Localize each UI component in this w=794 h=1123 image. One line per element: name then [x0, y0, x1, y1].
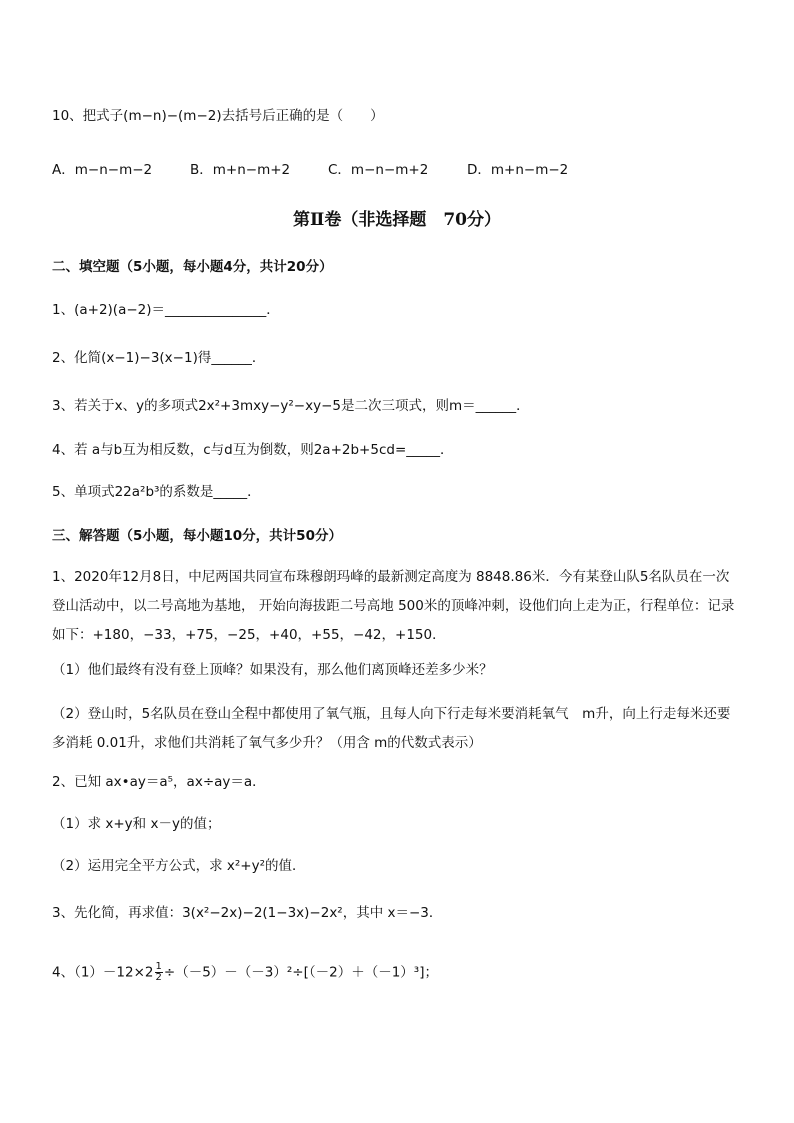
solve-q3: 3、先化简，再求值：3(x²−2x)−2(1−3x)−2x²，其中 x＝−3．	[52, 905, 443, 921]
option-a: A．m−n−m−2	[52, 162, 153, 178]
question-10-stem: 10、把式子(m−n)−(m−2)去括号后正确的是（ ）	[52, 108, 384, 124]
fill-item-1: 1、(a+2)(a−2)＝_______________．	[52, 302, 280, 318]
fill-item-4: 4、若 a与b互为相反数，c与d互为倒数，则2a+2b+5cd=_____．	[52, 442, 454, 458]
solve-q4-suffix: ÷（－5）－（－3）²÷[（－2）＋（－1）³]；	[163, 964, 438, 981]
fill-item-5: 5、单项式22a²b³的系数是_____．	[52, 484, 261, 500]
option-d: D．m+n−m−2	[467, 162, 569, 178]
solve-q2-intro: 2、已知 ax•ay＝a⁵，ax÷ay＝a．	[52, 774, 266, 790]
fraction-denominator: 2	[155, 972, 162, 983]
solve-q2-part1: （1）求 x+y和 x－y的值；	[52, 816, 221, 832]
option-c: C．m−n−m+2	[328, 162, 429, 178]
fraction-numerator: 1	[155, 961, 162, 972]
solve-q2-part2: （2）运用完全平方公式，求 x²+y²的值．	[52, 858, 306, 874]
solve-q4-prefix: 4、（1）－12×2	[52, 964, 154, 981]
fill-item-2: 2、化简(x−1)−3(x−1)得______．	[52, 350, 266, 366]
solve-q4	[52, 962, 438, 983]
solve-q1-part1: （1）他们最终有没有登上顶峰？如果没有，那么他们离顶峰还差多少米？	[52, 662, 493, 678]
solve-q1-intro: 1、2020年12月8日，中尼两国共同宣布珠穆朗玛峰的最新测定高度为 8848.86米．今有某登山队5名队员在一次登山活动中，以二号高地为基地， 开始向海拔距二号高地 500米的顶峰冲刺，设他们向上走为正，行程单位：记录如下：+180，−33，+75，−25，+40，+55，−42，+150．	[52, 569, 735, 643]
part-2-title: 第Ⅱ卷（非选择题 70分）	[293, 210, 501, 230]
fill-in-heading: 二、填空题（5小题，每小题4分，共计20分）	[52, 259, 333, 275]
mixed-fraction	[155, 962, 163, 983]
fill-item-3: 3、若关于x、y的多项式2x²+3mxy−y²−xy−5是二次三项式，则m＝______．	[52, 398, 530, 414]
solve-q1-part2: （2）登山时，5名队员在登山全程中都使用了氧气瓶，且每人向下行走每米要消耗氧气 m升，向上行走每米还要多消耗 0.01升，求他们共消耗了氧气多少升？（用含 m的代数式表示）	[52, 706, 731, 751]
solve-heading: 三、解答题（5小题，每小题10分，共计50分）	[52, 528, 342, 544]
option-b: B．m+n−m+2	[190, 162, 291, 178]
